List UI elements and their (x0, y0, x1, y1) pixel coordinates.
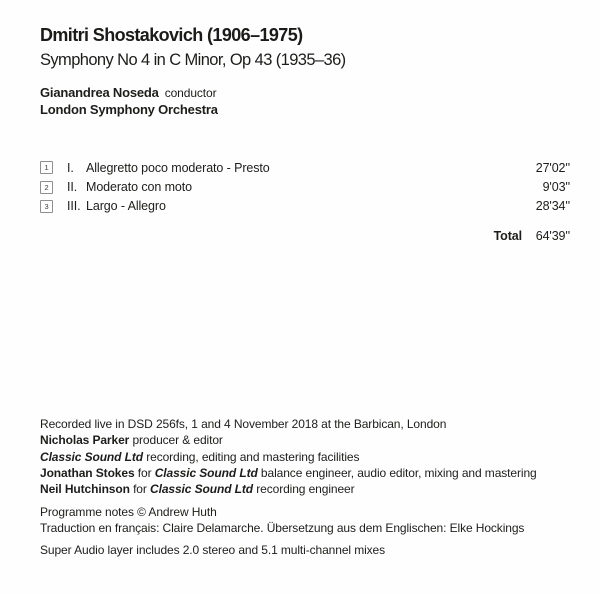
track-number-box: 1 (40, 161, 53, 174)
credit-line: Recorded live in DSD 256fs, 1 and 4 November 2018 at the Barbican, London (40, 417, 447, 431)
recording-credits (40, 416, 580, 497)
total-label: Total (493, 229, 522, 243)
credit-line: Neil Hutchinson for Classic Sound Ltd recording engineer (40, 482, 355, 497)
track-row (40, 158, 570, 177)
conductor-line (40, 85, 218, 102)
credit-line: Jonathan Stokes for Classic Sound Ltd balance engineer, audio editor, mixing and mastering (40, 465, 537, 480)
composer-title: Dmitri Shostakovich (1906–1975) (40, 25, 303, 45)
track-duration: 28'34'' (535, 199, 570, 214)
track-row (40, 177, 570, 196)
track-duration: 9'03'' (542, 180, 570, 195)
track-duration: 27'02'' (535, 160, 570, 175)
note-line: Traduction en français: Claire Delamarche. Übersetzung aus dem Englischen: Elke Hockings (40, 520, 525, 535)
track-movement-numeral: I. (67, 160, 74, 175)
total-row (494, 228, 570, 244)
track-number-box: 3 (40, 200, 53, 213)
credit-line: Classic Sound Ltd recording, editing and mastering facilities (40, 449, 360, 464)
conductor-name: Gianandrea Noseda (40, 85, 159, 100)
artists-block (40, 85, 218, 117)
track-list (40, 158, 570, 216)
conductor-role: conductor (164, 86, 217, 100)
header (40, 25, 570, 70)
track-title: Allegretto poco moderato - Presto (86, 160, 270, 175)
orchestra-name: London Symphony Orchestra (40, 101, 218, 117)
track-row (40, 197, 570, 216)
total-duration: 64'39'' (535, 229, 570, 243)
note-line: Programme notes © Andrew Huth (40, 505, 217, 519)
orchestra-line (40, 102, 218, 118)
track-movement-numeral: III. (67, 199, 81, 214)
audio-format-info: Super Audio layer includes 2.0 stereo and 5.1 multi-channel mixes (40, 543, 386, 557)
work-title: Symphony No 4 in C Minor, Op 43 (1935–36) (40, 51, 346, 69)
track-title: Moderato con moto (86, 180, 192, 195)
track-movement-numeral: II. (67, 180, 78, 195)
track-title: Largo - Allegro (86, 199, 166, 214)
track-number-box: 2 (40, 181, 53, 194)
credit-line: Nicholas Parker producer & editor (40, 433, 223, 448)
programme-notes (40, 505, 580, 536)
